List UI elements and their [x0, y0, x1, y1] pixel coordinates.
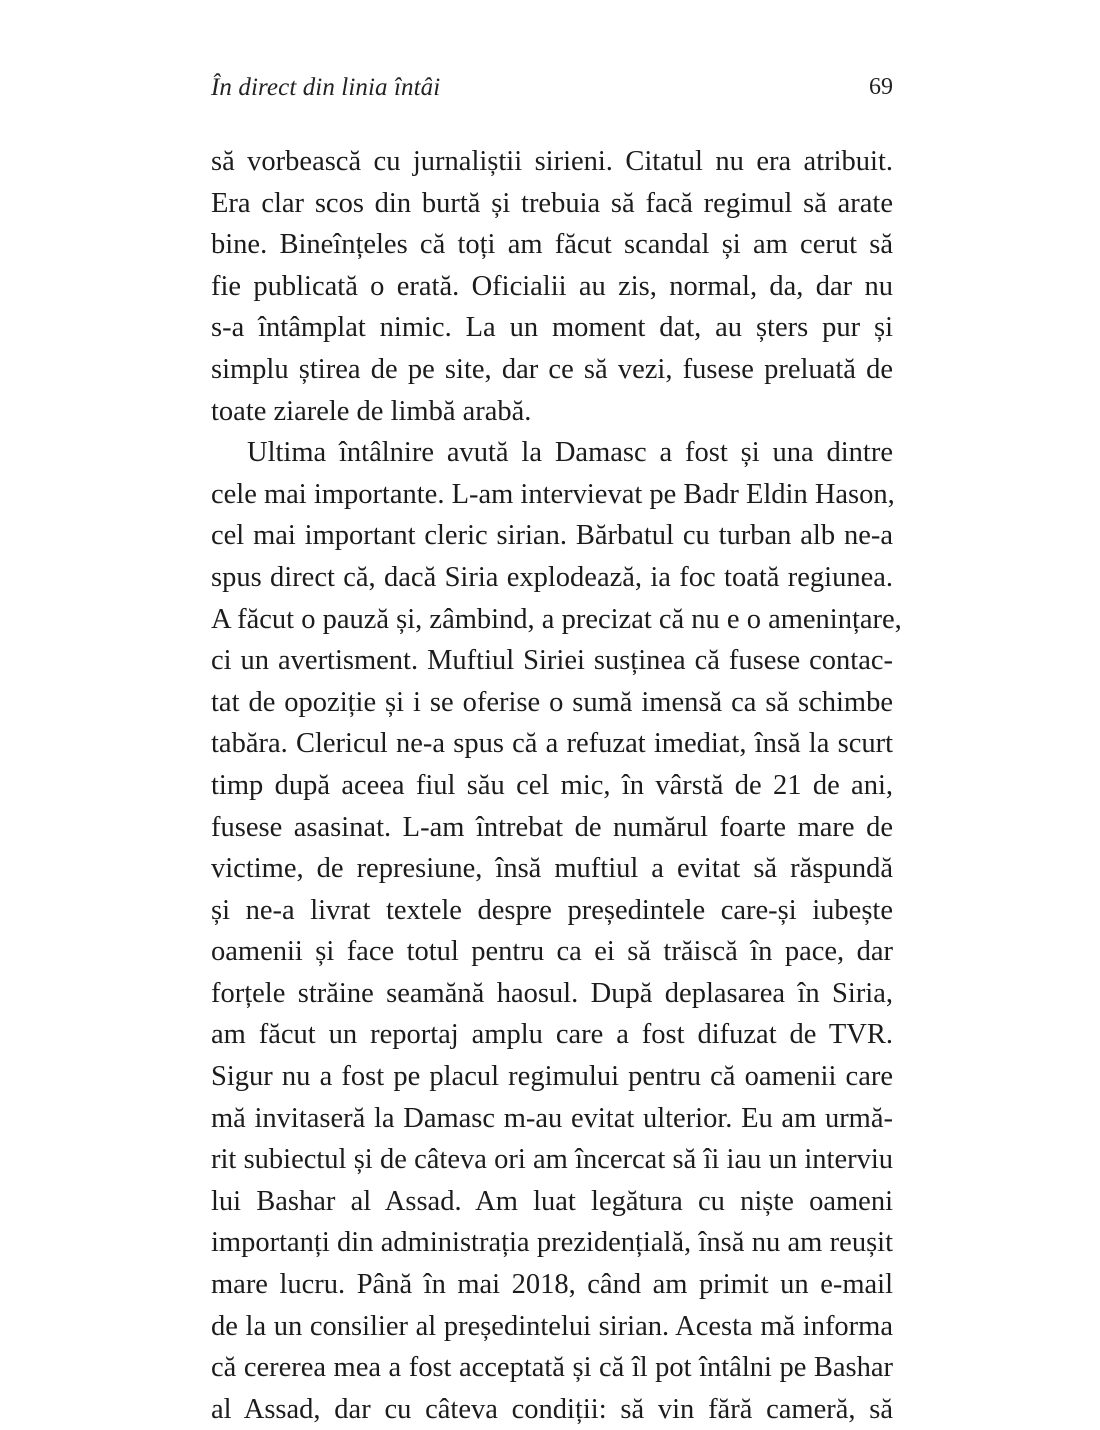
text-line: importanți din administrația prezidențială, însă nu am reușit: [211, 1227, 893, 1259]
text-line: să vorbească cu jurnaliștii sirieni. Citatul nu era atribuit.: [211, 146, 893, 177]
text-line: bine. Bineînțeles că toți am făcut scandal și am cerut să: [211, 229, 893, 261]
text-line: A făcut o pauză și, zâmbind, a precizat că nu e o amenințare,: [211, 603, 902, 635]
text-line: cel mai important cleric sirian. Bărbatul cu turban alb ne-a: [211, 520, 893, 552]
text-line: fie publicată o erată. Oficialii au zis, normal, da, dar nu: [211, 270, 893, 302]
paragraph: [211, 141, 893, 432]
text-line: toate ziarele de limbă arabă.: [211, 395, 532, 427]
text-line: că cererea mea a fost acceptată și că îl pot întâlni pe Bashar: [211, 1352, 893, 1384]
text-line: tat de opoziție și i se oferise o sumă imensă ca să schimbe: [211, 686, 893, 718]
text-line: victime, de represiune, însă muftiul a evitat să răspundă: [211, 853, 893, 885]
text-line: de la un consilier al președintelui sirian. Acesta mă informa: [211, 1310, 893, 1342]
text-line: Ultima întâlnire avută la Damasc a fost și una dintre: [247, 437, 893, 469]
text-line: al Assad, dar cu câteva condiții: să vin fără cameră, să: [211, 1393, 893, 1425]
text-line: tabăra. Clericul ne-a spus că a refuzat imediat, însă la scurt: [211, 728, 893, 760]
running-title: În direct din linia întâi: [211, 74, 441, 101]
text-line: mare lucru. Până în mai 2018, când am primit un e-mail: [211, 1269, 893, 1301]
text-line: am făcut un reportaj amplu care a fost difuzat de TVR.: [211, 1019, 893, 1051]
text-line: timp după aceea fiul său cel mic, în vârstă de 21 de ani,: [211, 769, 893, 801]
text-line: simplu știrea de pe site, dar ce să vezi, fusese preluată de: [211, 353, 893, 385]
text-line: Sigur nu a fost pe placul regimului pentru că oamenii care: [211, 1061, 893, 1093]
text-line: forțele străine seamănă haosul. După deplasarea în Siria,: [211, 977, 893, 1009]
text-line: oamenii și face totul pentru ca ei să trăiscă în pace, dar: [211, 936, 893, 968]
text-line: și ne-a livrat textele despre președintele care-și iubește: [211, 894, 893, 926]
text-line: ci un avertisment. Muftiul Siriei susținea că fusese contac-: [211, 645, 893, 677]
page-number: 69: [869, 74, 893, 100]
text-line: spus direct că, dacă Siria explodează, ia foc toată regiunea.: [211, 561, 893, 593]
running-header: [211, 70, 893, 110]
text-line: s-a întâmplat nimic. La un moment dat, au șters pur și: [211, 312, 893, 344]
text-line: mă invitaseră la Damasc m-au evitat ulterior. Eu am urmă-: [211, 1102, 893, 1134]
text-line: fusese asasinat. L-am întrebat de numărul foarte mare de: [211, 811, 893, 843]
body-text: [211, 141, 902, 1430]
text-line: Era clar scos din burtă și trebuia să facă regimul să arate: [211, 187, 893, 219]
text-line: lui Bashar al Assad. Am luat legătura cu niște oameni: [211, 1185, 893, 1217]
text-line: cele mai importante. L-am intervievat pe Badr Eldin Hason,: [211, 478, 895, 510]
paragraph: [211, 432, 902, 1430]
text-line: rit subiectul și de câteva ori am încercat să îi iau un interviu: [211, 1144, 893, 1176]
